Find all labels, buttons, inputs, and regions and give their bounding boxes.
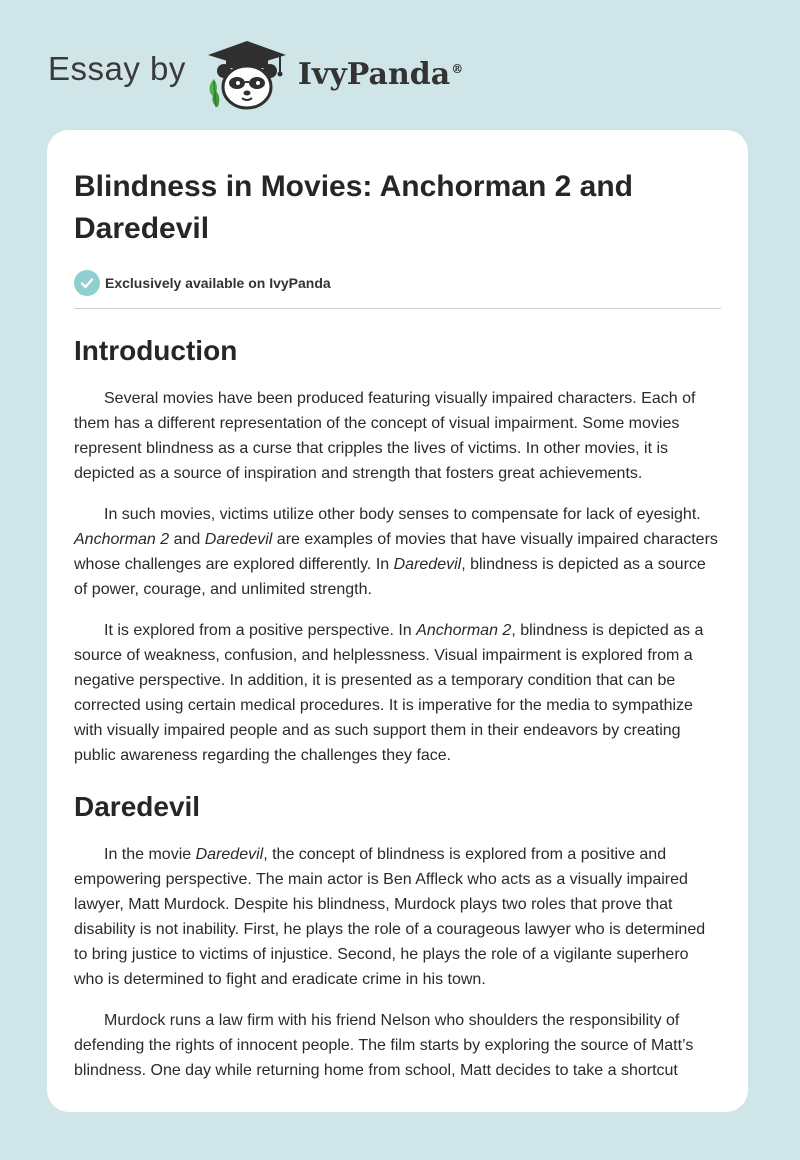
article-card — [47, 130, 748, 1112]
registered-mark: ® — [451, 61, 464, 76]
paragraph: It is explored from a positive perspective. In Anchorman 2, blindness is depicted as a source of weakness, confusion, and helplessness. Visual impairment is explored from a negative perspective. In addition, it is presented as a temporary condition that can be corrected using certain medical procedures. It is imperative for the media to sympathize with visually impaired people and as such support them in their endeavors by creating public awareness regarding the challenges they face. — [74, 622, 704, 764]
paragraph: Murdock runs a law firm with his friend Nelson who shoulders the responsibility of defending the rights of innocent people. The film starts by exploring the source of Matt’s blindness. One day while returning home from school, Matt decides to take a shortcut — [74, 1012, 694, 1079]
section-heading-introduction: Introduction — [74, 335, 238, 366]
exclusive-label: Exclusively available on IvyPanda — [105, 275, 331, 291]
paragraph: Several movies have been produced featuring visually impaired characters. Each of them has a different representation of the concept of visual impairment. Some movies represent blindness as a curse that cripples the lives of victims. In other movies, it is depicted as a source of inspiration and strength that fosters great achievements. — [74, 390, 696, 482]
brand-name[interactable]: IvyPanda® — [297, 56, 464, 92]
check-icon — [74, 270, 100, 296]
paragraph: In such movies, victims utilize other body senses to compensate for lack of eyesight. Anchorman 2 and Daredevil are examples of movies that have visually impaired characters whose challenges are explored differently. In Daredevil, blindness is depicted as a source of power, courage, and unlimited strength. — [74, 506, 718, 598]
exclusive-badge — [74, 268, 721, 298]
site-header — [48, 38, 463, 112]
ivypanda-logo-icon[interactable] — [202, 39, 292, 111]
divider — [74, 308, 721, 309]
essay-by-label: Essay by — [48, 50, 186, 87]
paragraph: In the movie Daredevil, the concept of blindness is explored from a positive and empowering perspective. The main actor is Ben Affleck who acts as a visually impaired lawyer, Matt Murdock. Despite his blindness, Murdock plays two roles that prove that disability is not inability. First, he plays the role of a courageous lawyer who is determined to bring justice to victims of injustice. Second, he plays the role of a vigilante superhero who is determined to fight and eradicate crime in his town. — [74, 846, 706, 988]
section-heading-daredevil: Daredevil — [74, 791, 201, 822]
page-title: Blindness in Movies: Anchorman 2 and Daredevil — [74, 170, 633, 245]
